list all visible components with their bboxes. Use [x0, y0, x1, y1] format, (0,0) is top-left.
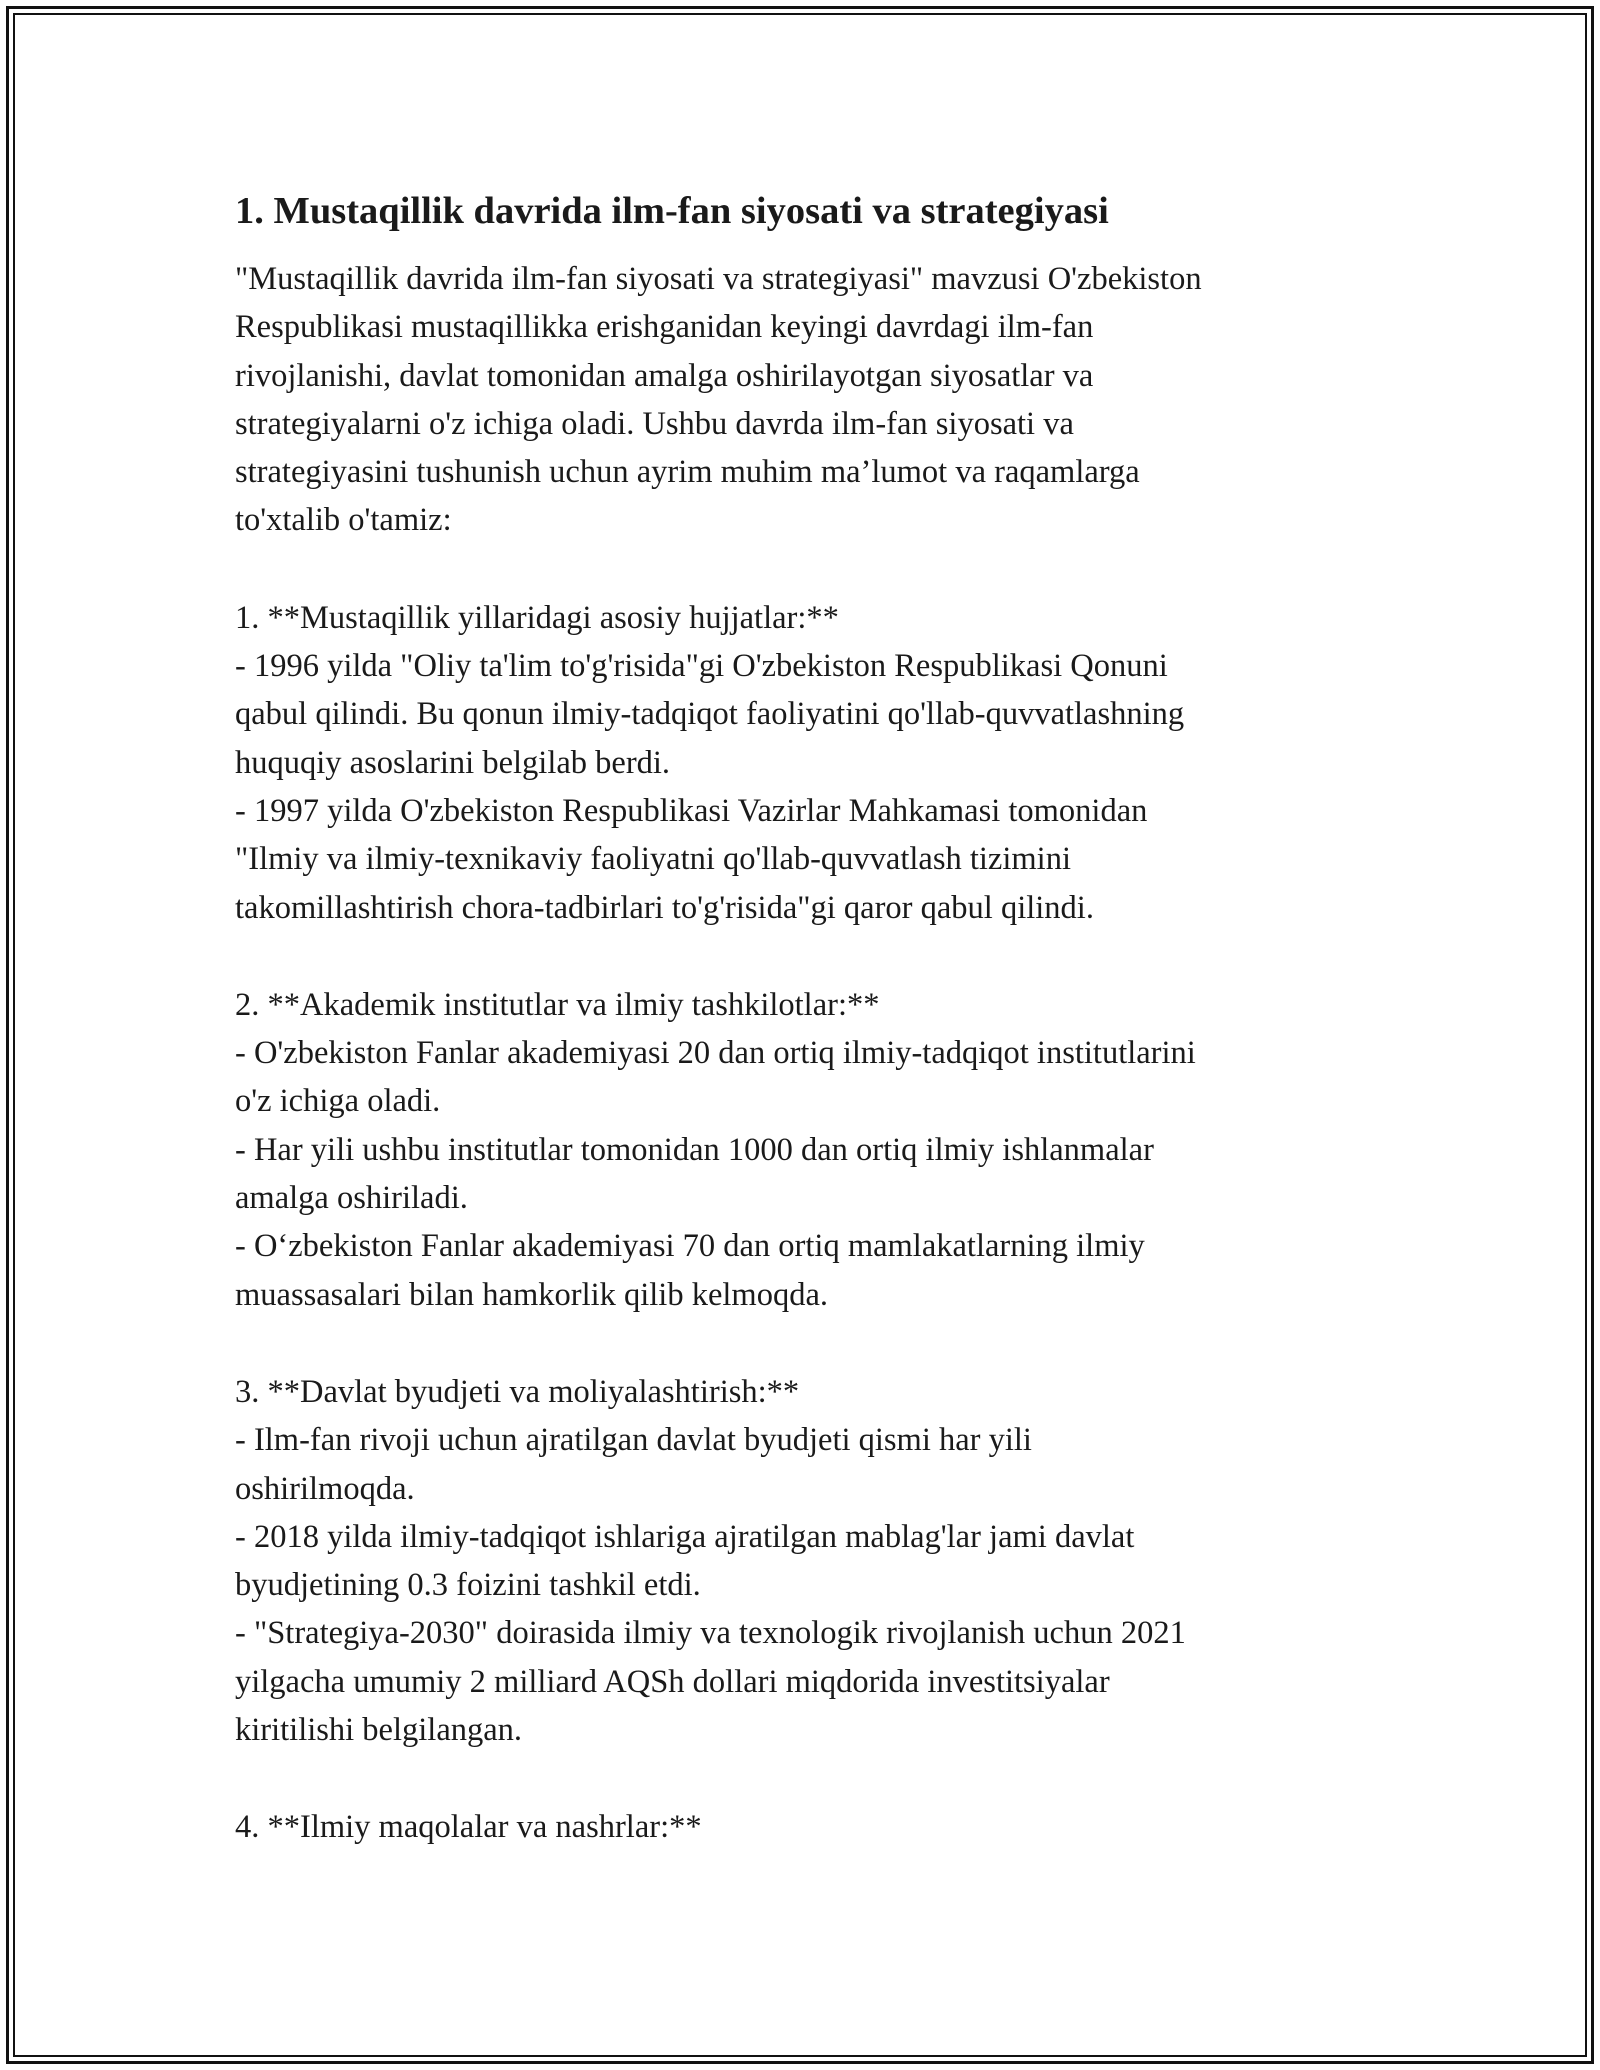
paragraph-spacer [235, 932, 1365, 981]
section-line: "Ilmiy va ilmiy-texnikaviy faoliyatni qo'llab-quvvatlash tizimini [235, 841, 1071, 878]
section-line: yilgacha umumiy 2 milliard AQSh dollari miqdorida investitsiyalar [235, 1663, 1110, 1700]
section-line: - O‘zbekiston Fanlar akademiyasi 70 dan ortiq mamlakatlarning ilmiy [235, 1228, 1145, 1265]
section-documents [235, 594, 1365, 932]
section-line: huquqiy asoslarini belgilab berdi. [235, 744, 671, 781]
section-heading: 4. **Ilmiy maqolalar va nashrlar:** [235, 1809, 702, 1846]
section-publications [235, 1803, 1365, 1851]
section-line: - O'zbekiston Fanlar akademiyasi 20 dan ortiq ilmiy-tadqiqot institutlarini [235, 1035, 1196, 1072]
section-heading: 2. **Akademik institutlar va ilmiy tashkilotlar:** [235, 986, 880, 1023]
document-body [235, 185, 1365, 1852]
paragraph-spacer [235, 1754, 1365, 1803]
section-line: - Har yili ushbu institutlar tomonidan 1000 dan ortiq ilmiy ishlanmalar [235, 1131, 1154, 1168]
section-line: byudjetining 0.3 foizini tashkil etdi. [235, 1567, 701, 1604]
section-line: qabul qilindi. Bu qonun ilmiy-tadqiqot faoliyatini qo'llab-quvvatlashning [235, 696, 1185, 733]
section-line: kiritilishi belgilangan. [235, 1712, 523, 1749]
intro-paragraph [235, 255, 1365, 545]
section-line: - 1997 yilda O'zbekiston Respublikasi Vazirlar Mahkamasi tomonidan [235, 792, 1148, 829]
intro-line: to'xtalib o'tamiz: [235, 502, 452, 539]
section-line: - 2018 yilda ilmiy-tadqiqot ishlariga ajratilgan mablag'lar jami davlat [235, 1518, 1135, 1555]
intro-line: "Mustaqillik davrida ilm-fan siyosati va strategiyasi" mavzusi O'zbekiston [235, 261, 1202, 297]
paragraph-spacer [235, 545, 1365, 594]
document-title: 1. Mustaqillik davrida ilm-fan siyosati va strategiyasi [235, 190, 1109, 232]
section-budget [235, 1368, 1365, 1754]
section-line: - Ilm-fan rivoji uchun ajratilgan davlat byudjeti qismi har yili [235, 1422, 1032, 1459]
intro-line: strategiyasini tushunish uchun ayrim muhim ma’lumot va raqamlarga [235, 454, 1140, 491]
intro-line: rivojlanishi, davlat tomonidan amalga oshirilayotgan siyosatlar va [235, 357, 1094, 394]
section-institutes [235, 981, 1365, 1319]
section-line: - "Strategiya-2030" doirasida ilmiy va texnologik rivojlanish uchun 2021 [235, 1615, 1186, 1652]
section-line: oshirilmoqda. [235, 1470, 415, 1507]
section-heading: 3. **Davlat byudjeti va moliyalashtirish:** [235, 1373, 800, 1410]
section-line: muassasalari bilan hamkorlik qilib kelmoqda. [235, 1276, 828, 1313]
paragraph-spacer [235, 1319, 1365, 1368]
intro-line: Respublikasi mustaqillikka erishganidan keyingi davrdagi ilm-fan [235, 309, 1094, 346]
section-line: - 1996 yilda "Oliy ta'lim to'g'risida"gi O'zbekiston Respublikasi Qonuni [235, 648, 1168, 685]
section-heading: 1. **Mustaqillik yillaridagi asosiy hujjatlar:** [235, 599, 839, 636]
section-line: takomillashtirish chora-tadbirlari to'g'risida"gi qaror qabul qilindi. [235, 889, 1094, 926]
section-line: amalga oshiriladi. [235, 1180, 468, 1217]
section-line: o'z ichiga oladi. [235, 1083, 441, 1120]
intro-line: strategiyalarni o'z ichiga oladi. Ushbu davrda ilm-fan siyosati va [235, 405, 1074, 442]
